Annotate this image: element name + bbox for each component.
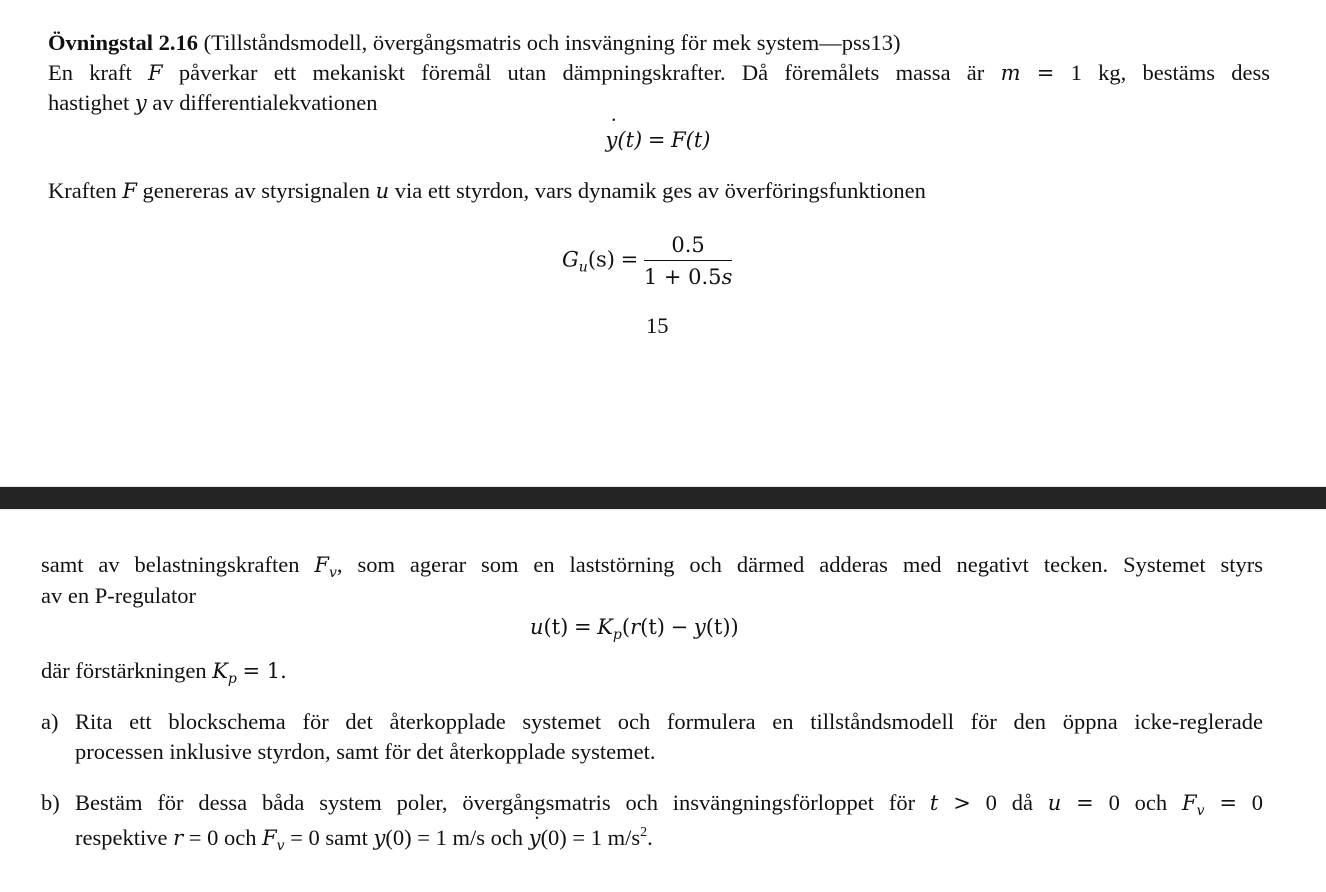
- math-symbol: ˙ y: [606, 125, 618, 155]
- text: 0: [1251, 790, 1264, 815]
- list-item-line: processen inklusive styrdon, samt för det återkopplade systemet.: [75, 739, 656, 764]
- list-item-label: a): [41, 709, 59, 734]
- math-arg: (t): [543, 615, 569, 639]
- text: Bestäm för dessa båda system poler, övergångsmatris och insvängningsförloppet för: [75, 790, 916, 815]
- math-text: 1 + 0.5: [643, 265, 722, 289]
- math-symbol: K: [597, 615, 613, 639]
- fraction-denominator: [644, 261, 733, 293]
- math-symbol: s: [721, 265, 733, 289]
- equation-transfer-function: [562, 230, 732, 293]
- list-item-line: Rita ett blockschema för det återkopplade systemet och formulera en tillståndsmodell för den öppna icke-reglerade: [75, 709, 1263, 734]
- paragraph-line: av en P-regulator: [41, 583, 196, 608]
- text: av differentialekvationen: [152, 90, 378, 115]
- math-symbol: F: [148, 61, 163, 85]
- math-symbol: F: [262, 826, 277, 850]
- math-operator: =: [1036, 61, 1055, 85]
- math-subscript: v: [1196, 803, 1205, 819]
- exercise-subtitle: (Tillståndsmodell, övergångsmatris och insvängning för mek system—pss13): [203, 30, 901, 55]
- math-operator: =: [647, 128, 666, 152]
- document-page-bottom: [0, 510, 1326, 892]
- text: genereras av styrsignalen: [142, 178, 370, 203]
- text: respektive: [75, 825, 168, 850]
- math-symbol: K: [212, 659, 228, 683]
- math-symbol: y: [693, 615, 706, 639]
- paragraph-line: [41, 656, 287, 694]
- text: via ett styrdon, vars dynamik ges av överföringsfunktionen: [394, 178, 926, 203]
- text: där förstärkningen: [41, 658, 207, 683]
- math-operator: =: [620, 247, 639, 272]
- equation-dynamics: [0, 125, 1316, 155]
- math-subscript: p: [227, 671, 237, 687]
- page-divider: [0, 486, 1326, 510]
- math-symbol: u: [1047, 791, 1062, 815]
- math-symbol: F: [122, 179, 137, 203]
- math-symbol: u: [375, 179, 390, 203]
- math-arg: (t): [640, 615, 665, 639]
- text: .: [647, 825, 653, 850]
- math-symbol: G: [562, 247, 579, 272]
- math-symbol: y: [373, 826, 386, 850]
- fraction: [644, 230, 733, 293]
- math-symbol: u: [530, 615, 544, 639]
- text: samt av belastningskraften: [41, 552, 300, 577]
- text: (0) = 1 m/s och: [385, 825, 524, 850]
- list-item-line: [75, 818, 653, 861]
- fraction-numerator: 0.5: [644, 230, 733, 261]
- math-subscript: p: [612, 627, 622, 643]
- paragraph-line: [48, 88, 377, 118]
- math-arg: (s): [587, 247, 615, 272]
- math-symbol: F: [1182, 791, 1197, 815]
- math-text: = 1.: [242, 659, 287, 683]
- paragraph-line: [48, 176, 926, 206]
- list-item-label: b): [41, 790, 60, 815]
- paragraph-line: [41, 550, 1263, 588]
- math-symbol: ˙ y: [529, 823, 541, 853]
- math-paren: (: [621, 615, 631, 639]
- math-symbol: y: [134, 91, 147, 115]
- math-symbol: r: [173, 826, 184, 850]
- math-operator: =: [1219, 791, 1237, 815]
- math-subscript: u: [578, 259, 588, 276]
- math-symbol: F: [671, 128, 686, 152]
- paragraph-line: [48, 58, 1270, 88]
- math-operator: −: [670, 615, 689, 639]
- math-operator: >: [953, 791, 971, 815]
- math-operator: =: [573, 615, 592, 639]
- math-symbol: t: [929, 791, 939, 815]
- equation-p-controller: [530, 612, 739, 650]
- math-arg: (t)): [705, 615, 739, 639]
- math-superscript: 2: [640, 825, 648, 840]
- math-subscript: v: [329, 565, 337, 581]
- text: Kraften: [48, 178, 117, 203]
- math-operator: =: [1076, 791, 1094, 815]
- text: = 0 och: [188, 825, 257, 850]
- text: 0 då: [985, 790, 1033, 815]
- exercise-heading: [48, 28, 901, 58]
- text: En kraft: [48, 60, 132, 85]
- math-arg: (t): [685, 128, 711, 152]
- math-symbol: m: [1000, 61, 1021, 85]
- math-symbol: r: [630, 615, 641, 639]
- text: , som agerar som en laststörning och därmed adderas med negativt tecken. Systemet styrs: [336, 552, 1263, 577]
- text: = 0 samt: [290, 825, 368, 850]
- text: påverkar ett mekaniskt föremål utan dämpningskrafter. Då föremålets massa är: [178, 60, 985, 85]
- math-arg: (t): [617, 128, 643, 152]
- page-number: 15: [646, 313, 669, 338]
- math-subscript: v: [276, 838, 285, 854]
- exercise-number: Övningstal 2.16: [48, 30, 199, 55]
- text: 1 kg, bestäms dess: [1070, 60, 1271, 85]
- text: (0) = 1 m/s: [540, 825, 641, 850]
- text: 0 och: [1108, 790, 1168, 815]
- math-symbol: F: [314, 553, 329, 577]
- text: hastighet: [48, 90, 130, 115]
